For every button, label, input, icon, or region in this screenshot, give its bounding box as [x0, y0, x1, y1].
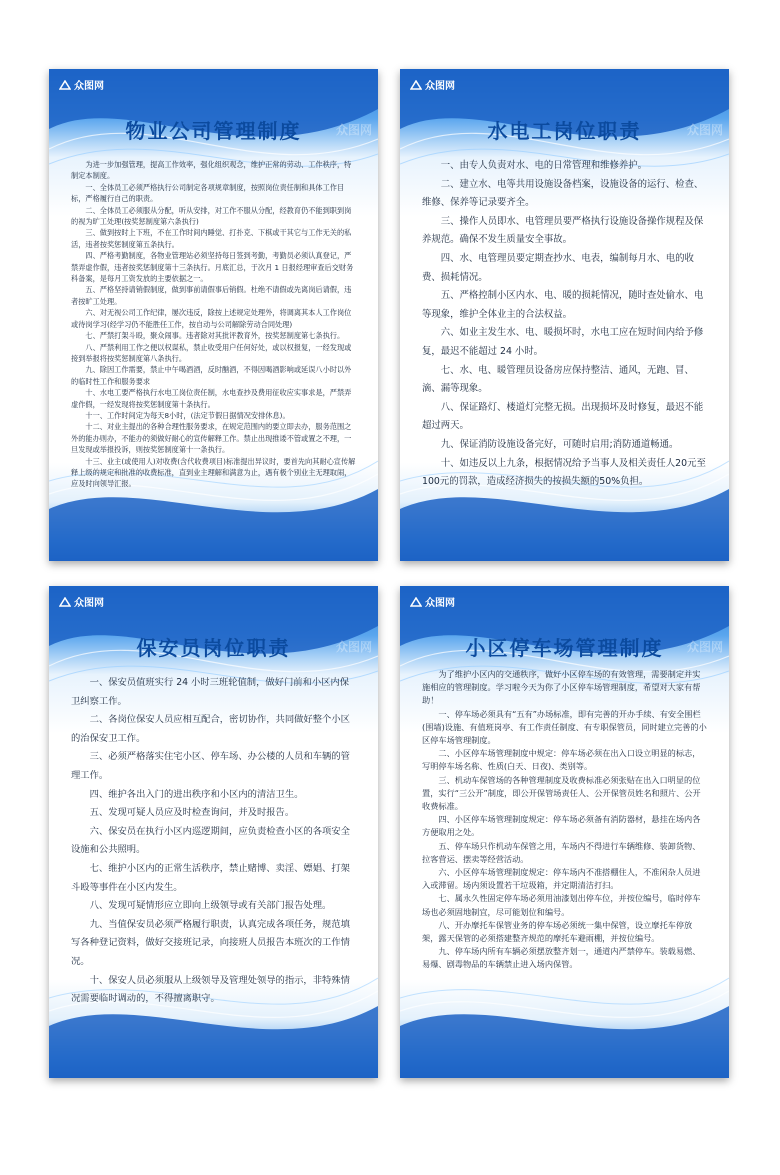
paragraph: 五、发现可疑人员应及时检查询问，并及时报告。 [89, 807, 295, 819]
paragraph: 一、保安员值班实行 24 小时三班轮值制，做好门前和小区内保卫纠察工作。 [71, 677, 350, 707]
logo [59, 594, 104, 609]
paragraph: 一、停车场必须具有“五有”办场标准，即有完善的开办手续、有安全围栏(围墙)设施、有值班岗亭、有工作责任制度、有专职保管员，同时建立完善的小区停车场管理制度。 [422, 708, 707, 746]
watermark: 众图网 [335, 123, 372, 137]
paragraph: 三、做到按时上下班，不在工作时间内睡觉、打扑克、下棋或干其它与工作无关的私活，违者按奖惩制度第五条执行。 [71, 228, 352, 249]
logo-text: 众图网 [74, 598, 104, 609]
paragraph: 一、全体员工必须严格执行公司制定各项规章制度，按照岗位责任制和具体工作目标，严格履行自己的职责。 [71, 182, 345, 204]
watermark: 众图网 [686, 123, 723, 137]
paragraph: 四、维护各出入门的进出秩序和小区内的清洁卫生。 [89, 788, 304, 800]
paragraph: 八、保证路灯、楼道灯完整无损。出现损坏及时修复，最迟不能超过两天。 [422, 401, 704, 432]
paragraph: 为进一步加强管理，提高工作效率，强化组织观念，维护正常的劳动、工作秩序，特制定本制度。 [71, 160, 352, 181]
board-body [422, 157, 707, 492]
watermark: 众图网 [335, 640, 372, 654]
board-plumber-electrician [400, 69, 729, 561]
board-body [422, 668, 707, 972]
paragraph: 七、维护小区内的正常生活秩序，禁止赌博、卖淫、嫖娼、打架斗殴等事件在小区内发生。 [71, 862, 350, 893]
paragraph: 五、停车场只作机动车保管之用，车场内不得进行车辆维修、装卸货物、拉客营运、摆卖等经营活动。 [422, 840, 701, 864]
paragraph: 七、水、电、暖管理员设备房应保持整洁、通风，无跑、冒、滴、漏等现象。 [422, 364, 694, 395]
logo [410, 77, 455, 92]
paragraph: 八、发现可疑情形应立即向上级领导或有关部门报告处理。 [89, 900, 332, 912]
paragraph: 三、必须严格落实住宅小区、停车场、办公楼的人员和车辆的管理工作。 [71, 751, 350, 781]
board-title: 水电工岗位职责 [487, 119, 642, 143]
paragraph: 九、保证消防设施设备完好，可随时启用;消防通道畅通。 [440, 438, 679, 450]
paragraph: 四、水、电管理员要定期查抄水、电表，编制每月水、电的收费、损耗情况。 [422, 252, 694, 283]
paragraph: 十、如违反以上九条，根据情况给予当事人及相关责任人20元至100元的罚款，造成经济损失的按损失额的50%负担。 [422, 457, 706, 488]
paragraph: 七、属永久性固定停车场必须用油漆划出停车位，并按位编号，临时停车场也必须固地制宜，尽可能划位和编号。 [422, 893, 701, 917]
paragraph: 十、水电工要严格执行水电工岗位责任制，水电查抄及费用征收应实事求是，严禁弄虚作假，一经发现将按奖惩制度第十条执行。 [71, 388, 352, 409]
logo-text: 众图网 [425, 81, 455, 92]
paragraph: 七、严禁打架斗殴，聚众闹事。违者除对其批评教育外，按奖惩制度第七条执行。 [85, 331, 345, 341]
logo-icon [59, 80, 71, 90]
board-title: 小区停车场管理制度 [465, 636, 664, 660]
board-body [71, 159, 356, 490]
paragraph: 十、保安人员必须服从上级领导及管理处领导的指示，非特殊情况需要临时调动的，不得擅离职守。 [71, 974, 350, 1005]
logo [59, 77, 104, 92]
paragraph: 四、小区停车场管理制度规定：停车场必须备有消防器材，悬挂在场内各方便取用之处。 [422, 814, 701, 838]
logo-icon [59, 597, 71, 607]
paragraph: 四、严格考勤制度，各物业管理站必须坚持每日签到考勤，考勤员必须认真登记，严禁弄虚作假，违者按奖惩制度第十三条执行。月底汇总，于次月 1 日报经理审查后交财务科备案，是每月工资发放的主要依据之一。 [71, 251, 354, 284]
paragraph: 二、全体员工必须服从分配，听从安排，对工作不服从分配，经教育仍不能到职到岗的视为旷工处理(按奖惩制度第六条执行) [71, 205, 352, 227]
paragraph: 二、小区停车场管理制度中规定：停车场必须在出入口设立明显的标志，写明停车场名称、性质(白天、日夜)、类别等。 [422, 748, 701, 772]
logo-text: 众图网 [425, 598, 455, 609]
board-title: 保安员岗位职责 [136, 636, 291, 660]
paragraph: 一、由专人负责对水、电的日常管理和维修养护。 [440, 160, 648, 171]
board-body [71, 674, 356, 1009]
logo-icon [410, 80, 422, 90]
logo-text: 众图网 [74, 81, 104, 92]
paragraph: 二、各岗位保安人员应相互配合，密切协作，共同做好整个小区的治保安卫工作。 [71, 714, 350, 744]
board-title: 物业公司管理制度 [125, 119, 302, 143]
paragraph: 十一、工作时间定为每天8小时，(法定节假日据情况安排休息)。 [85, 410, 290, 420]
paragraph: 三、机动车保管场的各种管理制度及收费标准必须张贴在出入口明显的位置，实行“三公开”制度，即公开保管场责任人、公开保管员姓名和照片、公开收费标准。 [422, 774, 701, 812]
watermark: 众图网 [686, 640, 723, 654]
board-parking-management [400, 586, 729, 1078]
logo [410, 594, 455, 609]
paragraph: 六、小区停车场管理制度规定：停车场内不准搭棚住人，不准闲杂人员进入或滞留。场内须设置若干垃圾箱，并定期清洁打扫。 [422, 867, 701, 891]
paragraph: 八、严禁利用工作之便以权谋私，禁止收受用户任何好处，或以权报复，一经发现或接到举报将按奖惩制度第八条执行。 [71, 342, 352, 363]
paragraph: 五、严格控制小区内水、电、暖的损耗情况，随时查处偷水、电等现象，维护全体业主的合法权益。 [422, 290, 704, 320]
paragraph: 二、建立水、电等共用设施设备档案，设施设备的运行、检查、维修、保养等记录要齐全。 [422, 178, 704, 209]
paragraph: 九、停车场内所有车辆必须摆放整齐划一，通道内严禁停车。装载易燃、易爆、剧毒物品的车辆禁止进入场内保管。 [422, 946, 701, 970]
board-property-management [49, 69, 378, 561]
paragraph: 为了维护小区内的交通秩序，做好小区停车场的有效管理，需要制定并实施相应的管理制度。学习啦今天为你了小区停车场管理制度，希望对大家有帮助！ [422, 669, 701, 706]
paragraph: 九、当值保安员必须严格履行职责，认真完成各项任务，规范填写各种登记资料，做好交接班记录，向接班人员报告本班次的工作情况。 [71, 918, 350, 967]
logo-icon [410, 597, 422, 607]
paragraph: 十二、对业主提出的各种合理性服务要求，在规定范围内的要立即去办，服务范围之外的能办则办，不能办的须做好耐心的宣传解释工作。禁止出现推诿不管或置之不理，一旦发现或举报投诉，则按奖惩制度第十一条执行。 [71, 422, 352, 455]
paragraph: 九、除因工作需要，禁止中午喝酒酒，反时酗酒，不得因喝酒影响或延误八小时以外的临时性工作和服务要求 [71, 365, 352, 386]
paragraph: 五、严格坚持请销假制度，做到事前请假事后销假。杜绝不请假或先离岗后请假，违者按旷工处理。 [71, 285, 352, 306]
paragraph: 六、如业主发生水、电、暖损坏时，水电工应在短时间内给予修复，最迟不能超过 24 小时。 [422, 327, 704, 357]
paragraph: 十三、业主(或使用人)对收费(含代收费项目)标准提出异议时，要首先向其耐心宣传解释上级的规定和批准的收费标准，直到业主理解和满意为止，遇有极个别业主无理取闹，应及时向领导汇报。 [71, 456, 356, 489]
paragraph: 六、对无视公司工作纪律，屡次违反，除按上述规定处理外，将调离其本人工作岗位或待岗学习(经学习仍不能胜任工作，按自动与公司解除劳动合同处理) [71, 308, 352, 329]
board-security-guard [49, 586, 378, 1078]
paragraph: 八、开办摩托车保管业务的停车场必须统一集中保管，设立摩托车停放架，露天保管的必须搭建整齐规范的摩托车避雨棚，并按位编号。 [422, 919, 693, 944]
paragraph: 六、保安员在执行小区内巡逻期间，应负责检查小区的各项安全设施和公共照明。 [71, 825, 350, 856]
paragraph: 三、操作人员即水、电管理员要严格执行设施设备操作规程及保养规范。确保不发生质量安全事故。 [422, 215, 704, 246]
